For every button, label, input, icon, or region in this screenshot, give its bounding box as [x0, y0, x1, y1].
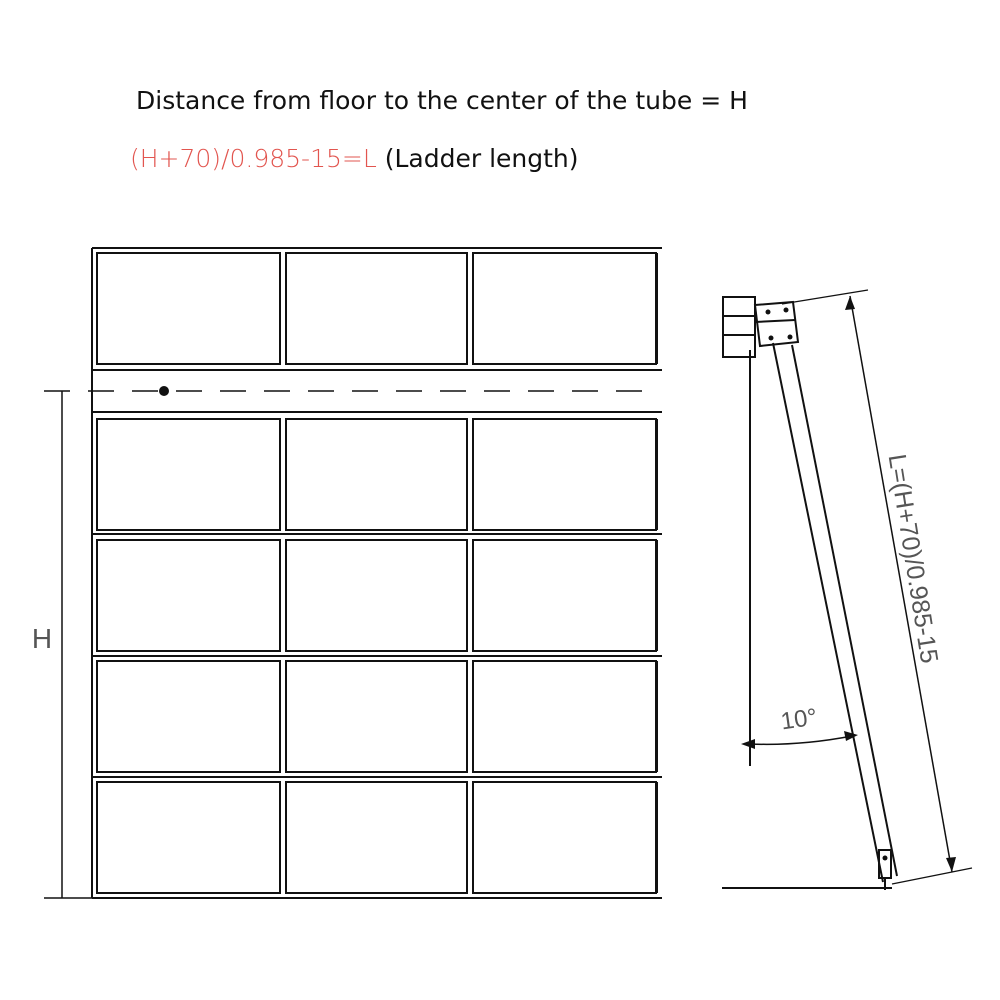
- angle-label: 10°: [779, 703, 819, 736]
- angle-arc: [750, 736, 852, 744]
- hinge-plate: [755, 302, 798, 346]
- side-view: [722, 290, 972, 890]
- door-panel: [97, 782, 280, 893]
- formula-expression: (H+70)/0.985-15=L: [130, 144, 377, 173]
- angle-arrow-right: [844, 731, 858, 741]
- door-panel: [286, 782, 467, 893]
- hinge-bolt: [784, 308, 789, 313]
- height-label: H: [31, 623, 53, 654]
- tube-center-dot: [159, 386, 169, 396]
- door-panel: [473, 419, 656, 530]
- formula-caption: (Ladder length): [384, 144, 579, 173]
- length-ext-bottom: [892, 868, 972, 884]
- door-front-view: [92, 248, 662, 898]
- door-panel: [473, 540, 656, 651]
- door-panel: [97, 661, 280, 772]
- tube-center-line: [44, 386, 660, 396]
- door-panel: [97, 253, 280, 364]
- door-panel: [286, 540, 467, 651]
- hinge-bolt: [788, 335, 793, 340]
- length-formula-label: L=(H+70)/0.985-15: [882, 452, 944, 666]
- ladder-rail-left: [773, 343, 883, 882]
- door-panel: [97, 540, 280, 651]
- door-panel: [286, 253, 467, 364]
- length-arrow-top: [845, 296, 855, 310]
- door-panel: [286, 419, 467, 530]
- foot-bolt: [883, 856, 888, 861]
- door-panels: [97, 253, 657, 893]
- tube-bracket-box: [723, 297, 755, 357]
- length-ext-top: [782, 290, 868, 304]
- hinge-bolt: [766, 310, 771, 315]
- door-panel: [473, 782, 656, 893]
- door-panel: [473, 661, 656, 772]
- door-panel: [97, 419, 280, 530]
- door-panel: [286, 661, 467, 772]
- length-dim-line: [850, 296, 952, 872]
- ladder-rail-right: [792, 345, 897, 876]
- hinge-bolt: [769, 336, 774, 341]
- angle-arrow-left: [741, 739, 755, 749]
- door-panel: [473, 253, 656, 364]
- heading-text: Distance from floor to the center of the tube = H: [136, 86, 748, 115]
- hinge-line: [755, 320, 795, 322]
